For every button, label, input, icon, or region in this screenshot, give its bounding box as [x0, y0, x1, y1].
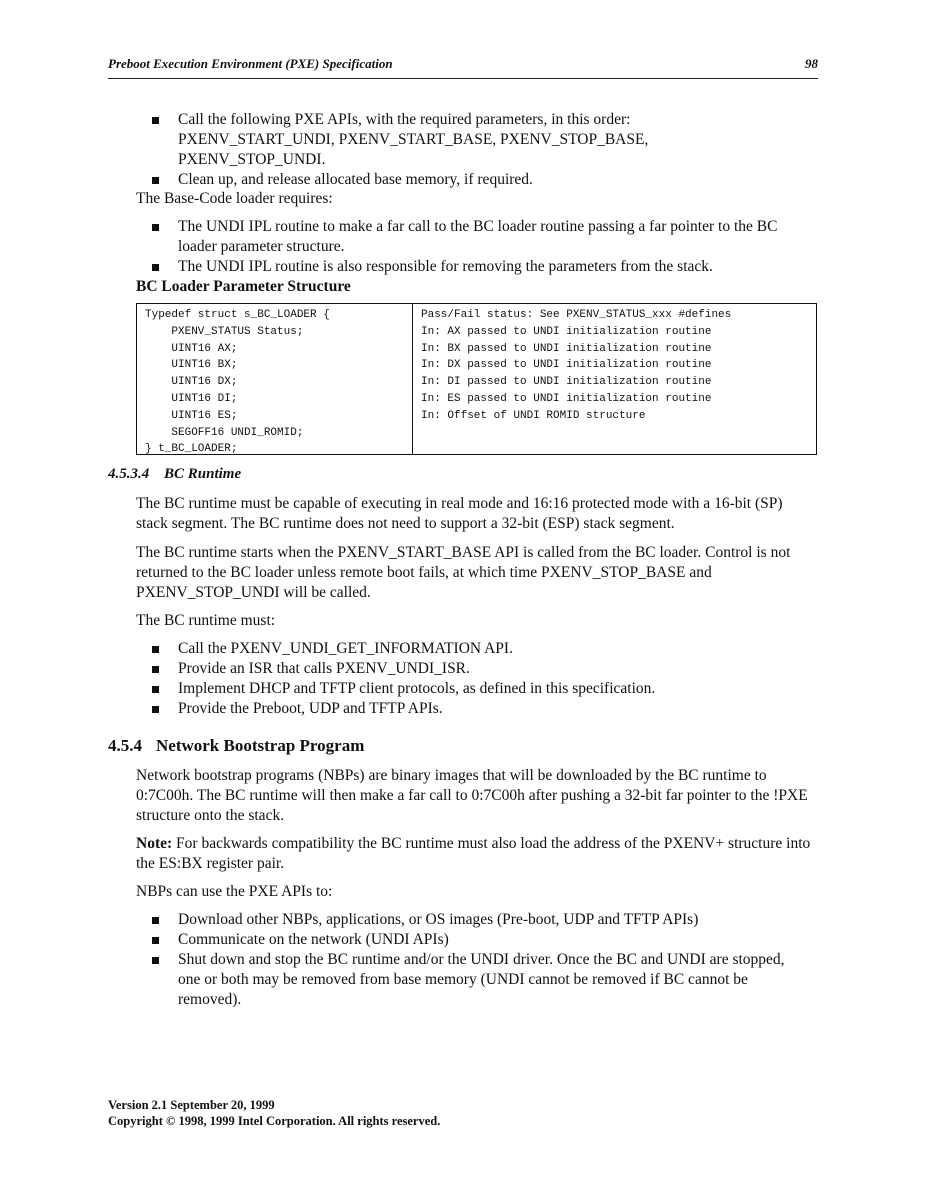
bullet-icon: [136, 930, 178, 950]
code-comment: In: DI passed to UNDI initialization routine: [421, 376, 712, 389]
code-comment: In: BX passed to UNDI initialization routine: [421, 342, 712, 355]
section-title: Network Bootstrap Program: [156, 736, 365, 755]
code-comment: In: ES passed to UNDI initialization routine: [421, 392, 712, 405]
code-line: UINT16 BX;: [145, 359, 238, 372]
page-footer: [108, 1097, 440, 1129]
header-title: Preboot Execution Environment (PXE) Specification: [108, 56, 393, 71]
bullet-icon: [136, 170, 178, 190]
code-comment: In: DX passed to UNDI initialization routine: [421, 359, 712, 372]
bullet-icon: [136, 217, 178, 257]
note-text: For backwards compatibility the BC runtime must also load the address of the PXENV+ structure into the ES:BX register pair.: [136, 835, 811, 872]
top-bullet-list: [136, 110, 816, 190]
bullet-icon: [136, 699, 178, 719]
list-item: Download other NBPs, applications, or OS images (Pre-boot, UDP and TFTP APIs): [136, 910, 816, 930]
note-paragraph: [136, 834, 816, 874]
code-line: } t_BC_LOADER;: [145, 443, 238, 456]
section-number: 4.5.3.4: [108, 466, 150, 482]
list-item: Implement DHCP and TFTP client protocols, as defined in this specification.: [136, 679, 816, 699]
section-heading-nbp: [108, 736, 364, 756]
code-table: [136, 303, 817, 455]
code-column-comments: [413, 304, 816, 454]
code-comment: In: Offset of UNDI ROMID structure: [421, 409, 646, 422]
list-item: Clean up, and release allocated base memory, if required.: [136, 170, 816, 190]
code-column-declarations: [137, 304, 413, 454]
paragraph: The BC runtime must be capable of executing in real mode and 16:16 protected mode with a 16-bit (SP) stack segment. The BC runtime does not need to support a 32-bit (ESP) stack segment.: [136, 495, 783, 532]
paragraph: Network bootstrap programs (NBPs) are binary images that will be downloaded by the BC runtime to 0:7C00h. The BC runtime will then make a far call to 0:7C00h after pushing a 32-bit far pointer to the !PXE structure onto the stack.: [136, 767, 808, 824]
list-item: Provide an ISR that calls PXENV_UNDI_ISR.: [136, 659, 816, 679]
footer-copyright: Copyright © 1998, 1999 Intel Corporation. All rights reserved.: [108, 1114, 441, 1128]
paragraph: The BC runtime must:: [136, 612, 276, 629]
section-heading-bc-runtime: [108, 466, 241, 483]
list-item: Communicate on the network (UNDI APIs): [136, 930, 816, 950]
list-item: The UNDI IPL routine to make a far call to the BC loader routine passing a far pointer to the BC loader parameter structure.: [136, 217, 816, 257]
note-label: Note:: [136, 835, 173, 852]
bullet-icon: [136, 679, 178, 699]
code-line: UINT16 DI;: [145, 392, 238, 405]
bullet-icon: [136, 950, 178, 1010]
list-item: The UNDI IPL routine is also responsible for removing the parameters from the stack.: [136, 257, 816, 277]
nbp-bullet-list: [136, 910, 816, 1010]
section-number: 4.5.4: [108, 736, 142, 755]
section-title: BC Runtime: [164, 466, 242, 482]
bullet-icon: [136, 659, 178, 679]
list-item: Provide the Preboot, UDP and TFTP APIs.: [136, 699, 816, 719]
list-item: Call the PXENV_UNDI_GET_INFORMATION API.: [136, 639, 816, 659]
paragraph: NBPs can use the PXE APIs to:: [136, 883, 333, 900]
bullet-icon: [136, 910, 178, 930]
footer-version: Version 2.1 September 20, 1999: [108, 1098, 275, 1112]
table-heading: BC Loader Parameter Structure: [136, 278, 351, 295]
code-comment: In: AX passed to UNDI initialization routine: [421, 325, 712, 338]
bullet-icon: [136, 257, 178, 277]
code-line: UINT16 DX;: [145, 376, 238, 389]
bullet-icon: [136, 110, 178, 170]
code-line: UINT16 ES;: [145, 409, 238, 422]
list-item: Shut down and stop the BC runtime and/or the UNDI driver. Once the BC and UNDI are stopped, one or both may be removed from base memory (UNDI cannot be removed if BC cannot be removed).: [136, 950, 816, 1010]
page-number: 98: [805, 56, 818, 71]
code-line: PXENV_STATUS Status;: [145, 325, 304, 338]
bullet-icon: [136, 639, 178, 659]
code-line: SEGOFF16 UNDI_ROMID;: [145, 426, 304, 439]
requires-bullet-list: [136, 217, 816, 277]
code-line: Typedef struct s_BC_LOADER {: [145, 309, 330, 321]
code-comment: Pass/Fail status: See PXENV_STATUS_xxx #defines: [421, 309, 732, 321]
code-line: UINT16 AX;: [145, 342, 238, 355]
page-header: [108, 56, 818, 79]
bc-runtime-bullet-list: [136, 639, 816, 719]
paragraph: The BC runtime starts when the PXENV_START_BASE API is called from the BC loader. Control is not returned to the BC loader unless remote boot fails, at which time PXENV_STOP_BASE and PXENV_STOP_UNDI will be called.: [136, 544, 791, 601]
list-item: Call the following PXE APIs, with the required parameters, in this order: PXENV_START_UNDI, PXENV_START_BASE, PXENV_STOP_BASE, PXENV_STOP_UNDI.: [136, 110, 816, 170]
requires-intro: The Base-Code loader requires:: [136, 190, 333, 207]
